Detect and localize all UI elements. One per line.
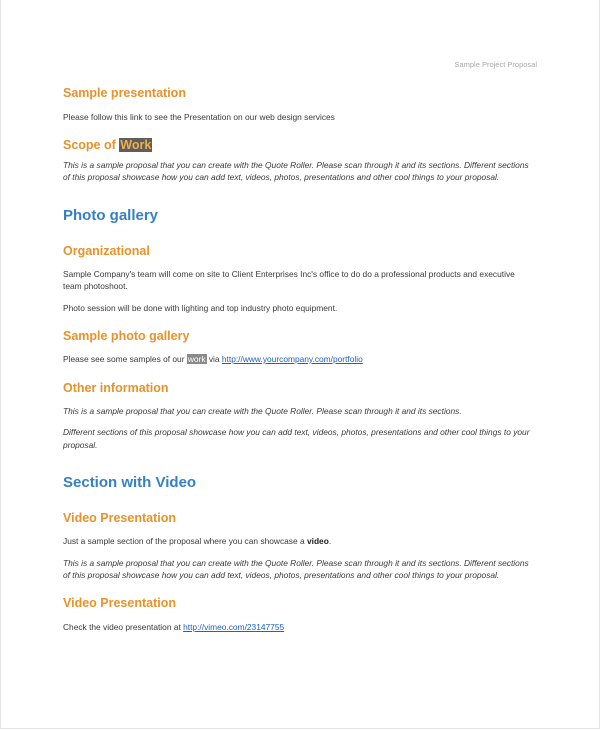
- paragraph-other-information-1: This is a sample proposal that you can create with the Quote Roller. Please scan through it and its sections.: [63, 405, 462, 416]
- paragraph-organizational-1: Sample Company's team will come on site to Client Enterprises Inc's office to do do a professional products and executive team photoshoot.: [63, 268, 515, 291]
- paragraph-video-presentation-1: [63, 535, 533, 548]
- gallery-text-prefix: Please see some samples of our: [63, 354, 187, 364]
- heading-video-presentation-2: Video Presentation: [63, 595, 176, 610]
- video-bold-word: video: [306, 536, 329, 546]
- heading-photo-gallery: Photo gallery: [63, 206, 159, 224]
- heading-scope-of-work: [63, 136, 533, 154]
- heading-organizational: Organizational: [63, 243, 150, 258]
- highlighted-word-work-small: work: [187, 354, 206, 364]
- vimeo-text-prefix: Check the video presentation at: [63, 621, 184, 632]
- paragraph-scope-of-work: This is a sample proposal that you can create with the Quote Roller. Please scan through it and its sections. Different sections of this proposal showcase how you can add text, videos, photos, presentations and other cool things to your proposal.: [63, 159, 529, 182]
- heading-sample-photo-gallery: Sample photo gallery: [63, 329, 190, 343]
- heading-other-information: Other information: [63, 380, 169, 395]
- highlighted-word-work: Work: [120, 137, 152, 152]
- heading-video-presentation-1: Video Presentation: [63, 511, 176, 525]
- portfolio-link[interactable]: http://www.yourcompany.com/portfolio: [221, 354, 363, 364]
- video-text-suffix: .: [328, 536, 332, 546]
- document-content: [63, 84, 533, 633]
- gallery-text-mid: via: [206, 354, 222, 364]
- paragraph-other-information-2: Different sections of this proposal showcase how you can add text, videos, photos, presentations and other cool things to your proposal.: [63, 427, 530, 450]
- paragraph-organizational-2: Photo session will be done with lighting and top industry photo equipment.: [63, 302, 338, 313]
- heading-sample-presentation: Sample presentation: [63, 86, 186, 100]
- paragraph-video-presentation-italic: This is a sample proposal that you can create with the Quote Roller. Please scan through it and its sections. Different sections of this proposal showcase how you can add text, videos, photos, presentations and other cool things to your proposal.: [63, 557, 529, 580]
- heading-section-with-video: Section with Video: [63, 474, 197, 491]
- page-header: Sample Project Proposal: [454, 60, 537, 69]
- video-text-prefix: Just a sample section of the proposal where you can showcase a: [63, 536, 307, 546]
- paragraph-video-presentation-2: [63, 621, 533, 634]
- heading-scope-prefix: Scope of: [63, 137, 120, 152]
- paragraph-sample-photo-gallery: [63, 353, 533, 366]
- vimeo-link[interactable]: http://vimeo.com/23147755: [183, 621, 285, 632]
- paragraph-sample-presentation: Please follow this link to see the Presentation on our web design services: [63, 112, 335, 122]
